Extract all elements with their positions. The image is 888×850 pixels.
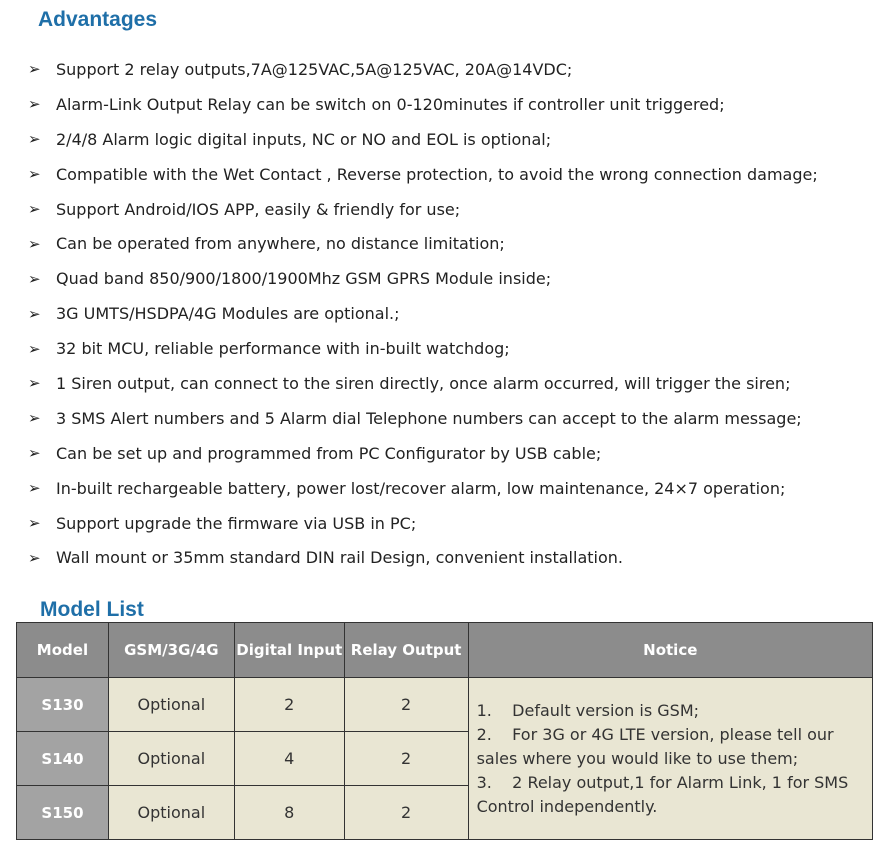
- notice-line: 1. Default version is GSM;: [476, 700, 700, 720]
- list-item: [28, 157, 818, 192]
- table-header-row: [17, 623, 873, 678]
- list-item-text: Support 2 relay outputs,7A@125VAC,5A@125VAC, 20A@14VDC;: [56, 59, 573, 79]
- table-row: [17, 678, 873, 732]
- column-header-digital-input: Digital Input: [234, 623, 344, 678]
- list-item-text: Quad band 850/900/1800/1900Mhz GSM GPRS Module inside;: [56, 269, 552, 289]
- column-header-notice: Notice: [468, 623, 872, 678]
- model-list-heading: Model List: [40, 598, 144, 621]
- list-item: [28, 471, 818, 506]
- list-item-text: Alarm-Link Output Relay can be switch on 0-120minutes if controller unit triggered;: [56, 94, 725, 114]
- list-item: [28, 506, 818, 541]
- network-cell: Optional: [108, 786, 234, 840]
- list-item-text: 3 SMS Alert numbers and 5 Alarm dial Telephone numbers can accept to the alarm message;: [56, 408, 802, 428]
- arrow-bullet-icon: ➢: [28, 409, 41, 428]
- arrow-bullet-icon: ➢: [28, 269, 41, 288]
- arrow-bullet-icon: ➢: [28, 479, 41, 498]
- network-cell: Optional: [108, 732, 234, 786]
- arrow-bullet-icon: ➢: [28, 514, 41, 533]
- list-item: [28, 401, 818, 436]
- notice-line: 2. For 3G or 4G LTE version, please tell our sales where you would like to use them;: [476, 724, 834, 768]
- relay-output-cell: 2: [344, 786, 468, 840]
- arrow-bullet-icon: ➢: [28, 548, 41, 567]
- list-item-text: 2/4/8 Alarm logic digital inputs, NC or NO and EOL is optional;: [56, 129, 552, 149]
- list-item: [28, 192, 818, 227]
- model-cell: S130: [17, 678, 109, 732]
- digital-input-cell: 2: [234, 678, 344, 732]
- notice-cell: [468, 678, 872, 840]
- list-item: [28, 261, 818, 296]
- list-item-text: Support upgrade the firmware via USB in PC;: [56, 513, 417, 533]
- list-item-text: 1 Siren output, can connect to the siren directly, once alarm occurred, will trigger the siren;: [56, 373, 791, 393]
- list-item: [28, 122, 818, 157]
- arrow-bullet-icon: ➢: [28, 339, 41, 358]
- digital-input-cell: 8: [234, 786, 344, 840]
- list-item: [28, 540, 818, 575]
- digital-input-cell: 4: [234, 732, 344, 786]
- advantages-heading: Advantages: [38, 8, 158, 31]
- arrow-bullet-icon: ➢: [28, 200, 41, 218]
- list-item-text: Can be operated from anywhere, no distance limitation;: [56, 234, 505, 254]
- list-item: [28, 296, 818, 331]
- column-header-network: GSM/3G/4G: [108, 623, 234, 678]
- list-item: [28, 87, 818, 122]
- list-item: [28, 331, 818, 366]
- model-cell: S140: [17, 732, 109, 786]
- list-item-text: Wall mount or 35mm standard DIN rail Design, convenient installation.: [56, 548, 623, 568]
- network-cell: Optional: [108, 678, 234, 732]
- arrow-bullet-icon: ➢: [28, 95, 41, 114]
- advantages-list: [28, 52, 818, 575]
- arrow-bullet-icon: ➢: [28, 234, 41, 253]
- arrow-bullet-icon: ➢: [28, 60, 41, 79]
- model-table: [16, 622, 873, 840]
- column-header-relay-output: Relay Output: [344, 623, 468, 678]
- arrow-bullet-icon: ➢: [28, 444, 41, 463]
- arrow-bullet-icon: ➢: [28, 304, 41, 323]
- list-item-text: Can be set up and programmed from PC Configurator by USB cable;: [56, 443, 602, 463]
- arrow-bullet-icon: ➢: [28, 130, 41, 149]
- list-item-text: Support Android/IOS APP, easily & friendly for use;: [56, 199, 461, 219]
- arrow-bullet-icon: ➢: [28, 374, 41, 393]
- list-item-text: In-built rechargeable battery, power lost/recover alarm, low maintenance, 24×7 operation;: [56, 478, 786, 498]
- relay-output-cell: 2: [344, 678, 468, 732]
- list-item: [28, 52, 818, 87]
- list-item: [28, 436, 818, 471]
- list-item: [28, 226, 818, 261]
- column-header-model: Model: [17, 623, 109, 678]
- arrow-bullet-icon: ➢: [28, 165, 41, 184]
- notice-line: 3. 2 Relay output,1 for Alarm Link, 1 for SMS Control independently.: [476, 772, 849, 816]
- model-cell: S150: [17, 786, 109, 840]
- list-item-text: 3G UMTS/HSDPA/4G Modules are optional.;: [56, 304, 400, 324]
- list-item: [28, 366, 818, 401]
- list-item-text: 32 bit MCU, reliable performance with in-built watchdog;: [56, 339, 510, 359]
- list-item-text: Compatible with the Wet Contact , Reverse protection, to avoid the wrong connection damage;: [56, 164, 818, 184]
- relay-output-cell: 2: [344, 732, 468, 786]
